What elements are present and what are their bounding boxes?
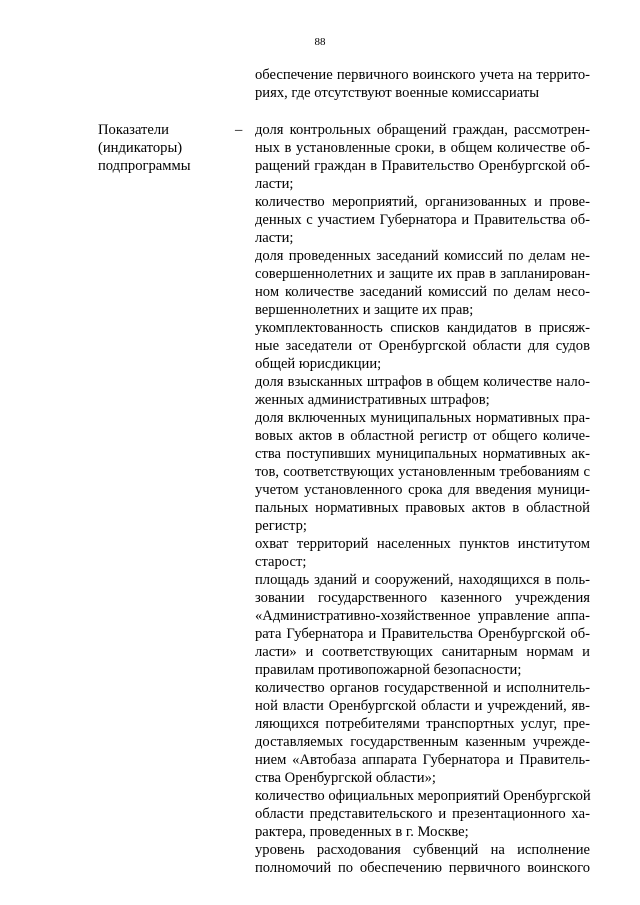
- indicator-line: укомплектованность списков кандидатов в присяж-: [255, 320, 590, 336]
- indicator-line: «Административно-хозяйственное управление аппа-: [255, 608, 590, 624]
- indicator-line: области представительского и презентационного ха-: [255, 806, 590, 822]
- indicator-line: общей юрисдикции;: [255, 356, 382, 372]
- indicator-line: рактера, проведенных в г. Москве;: [255, 824, 469, 840]
- indicator-line: ласти;: [255, 230, 294, 246]
- indicator-line: ляющихся потребителями транспортных услуг, пре-: [255, 716, 590, 732]
- indicator-line: количество официальных мероприятий Оренбургской: [255, 788, 591, 804]
- indicator-line: площадь зданий и сооружений, находящихся в поль-: [255, 572, 590, 588]
- indicator-line: ласти» и соответствующих санитарным нормам и: [255, 644, 590, 660]
- indicator-line: ласти;: [255, 176, 294, 192]
- indicator-line: ства поступивших муниципальных нормативных ак-: [255, 446, 590, 462]
- indicators-text-block: [255, 121, 590, 877]
- indicator-line: доставляемых государственным казенным учрежде-: [255, 734, 590, 750]
- indicator-line: денных с участием Губернатора и Правительства об-: [255, 212, 590, 228]
- indicator-line: ной власти Оренбургской области и учреждений, яв-: [255, 698, 590, 714]
- indicator-line: доля взысканных штрафов в общем количестве нало-: [255, 374, 590, 390]
- indicator-line: зовании государственного казенного учреждения: [255, 590, 590, 606]
- indicator-line: правилам противопожарной безопасности;: [255, 662, 522, 678]
- indicator-line: вершеннолетних и защите их прав;: [255, 302, 474, 318]
- indicator-line: ные заседатели от Оренбургской области для судов: [255, 338, 590, 354]
- indicator-line: ращений граждан в Правительство Оренбургской об-: [255, 158, 590, 174]
- intro-line: риях, где отсутствуют военные комиссариаты: [255, 85, 540, 101]
- indicator-line: ном количестве заседаний комиссий по делам несо-: [255, 284, 590, 300]
- indicator-line: охват территорий населенных пунктов институтом: [255, 536, 590, 552]
- indicator-line: женных административных штрафов;: [255, 392, 490, 408]
- intro-text-block: [255, 66, 590, 102]
- indicator-line: нием «Автобаза аппарата Губернатора и Правитель-: [255, 752, 590, 768]
- indicator-line: уровень расходования субвенций на исполнение: [255, 842, 590, 858]
- indicator-line: тов, соответствующих установленным требованиям с: [255, 464, 590, 480]
- row-label-line: (индикаторы): [98, 140, 183, 156]
- indicator-line: количество мероприятий, организованных и прове-: [255, 194, 590, 210]
- indicator-line: полномочий по обеспечению первичного воинского: [255, 860, 590, 876]
- intro-line: обеспечение первичного воинского учета на террито-: [255, 67, 590, 83]
- indicator-line: старост;: [255, 554, 307, 570]
- indicators-dash: –: [235, 122, 243, 138]
- indicator-line: совершеннолетних и защите их прав в запланирован-: [255, 266, 590, 282]
- indicator-line: количество органов государственной и исполнитель-: [255, 680, 590, 696]
- indicator-line: регистр;: [255, 518, 307, 534]
- page-number: 88: [314, 36, 326, 48]
- indicator-line: вовых актов в областной регистр от общего количе-: [255, 428, 590, 444]
- indicator-line: доля проведенных заседаний комиссий по делам не-: [255, 248, 590, 264]
- indicator-line: ных в установленные сроки, в общем количестве об-: [255, 140, 590, 156]
- indicator-line: пальных нормативных правовых актов в областной: [255, 500, 590, 516]
- row-label-line: подпрограммы: [98, 158, 191, 174]
- indicator-line: учетом установленного срока для введения муници-: [255, 482, 590, 498]
- indicator-line: рата Губернатора и Правительства Оренбургской об-: [255, 626, 590, 642]
- indicators-row-label: [98, 121, 223, 175]
- indicator-line: ства Оренбургской области»;: [255, 770, 436, 786]
- row-label-line: Показатели: [98, 122, 169, 138]
- indicator-line: доля включенных муниципальных нормативных пра-: [255, 410, 590, 426]
- indicator-line: доля контрольных обращений граждан, рассмотрен-: [255, 122, 590, 138]
